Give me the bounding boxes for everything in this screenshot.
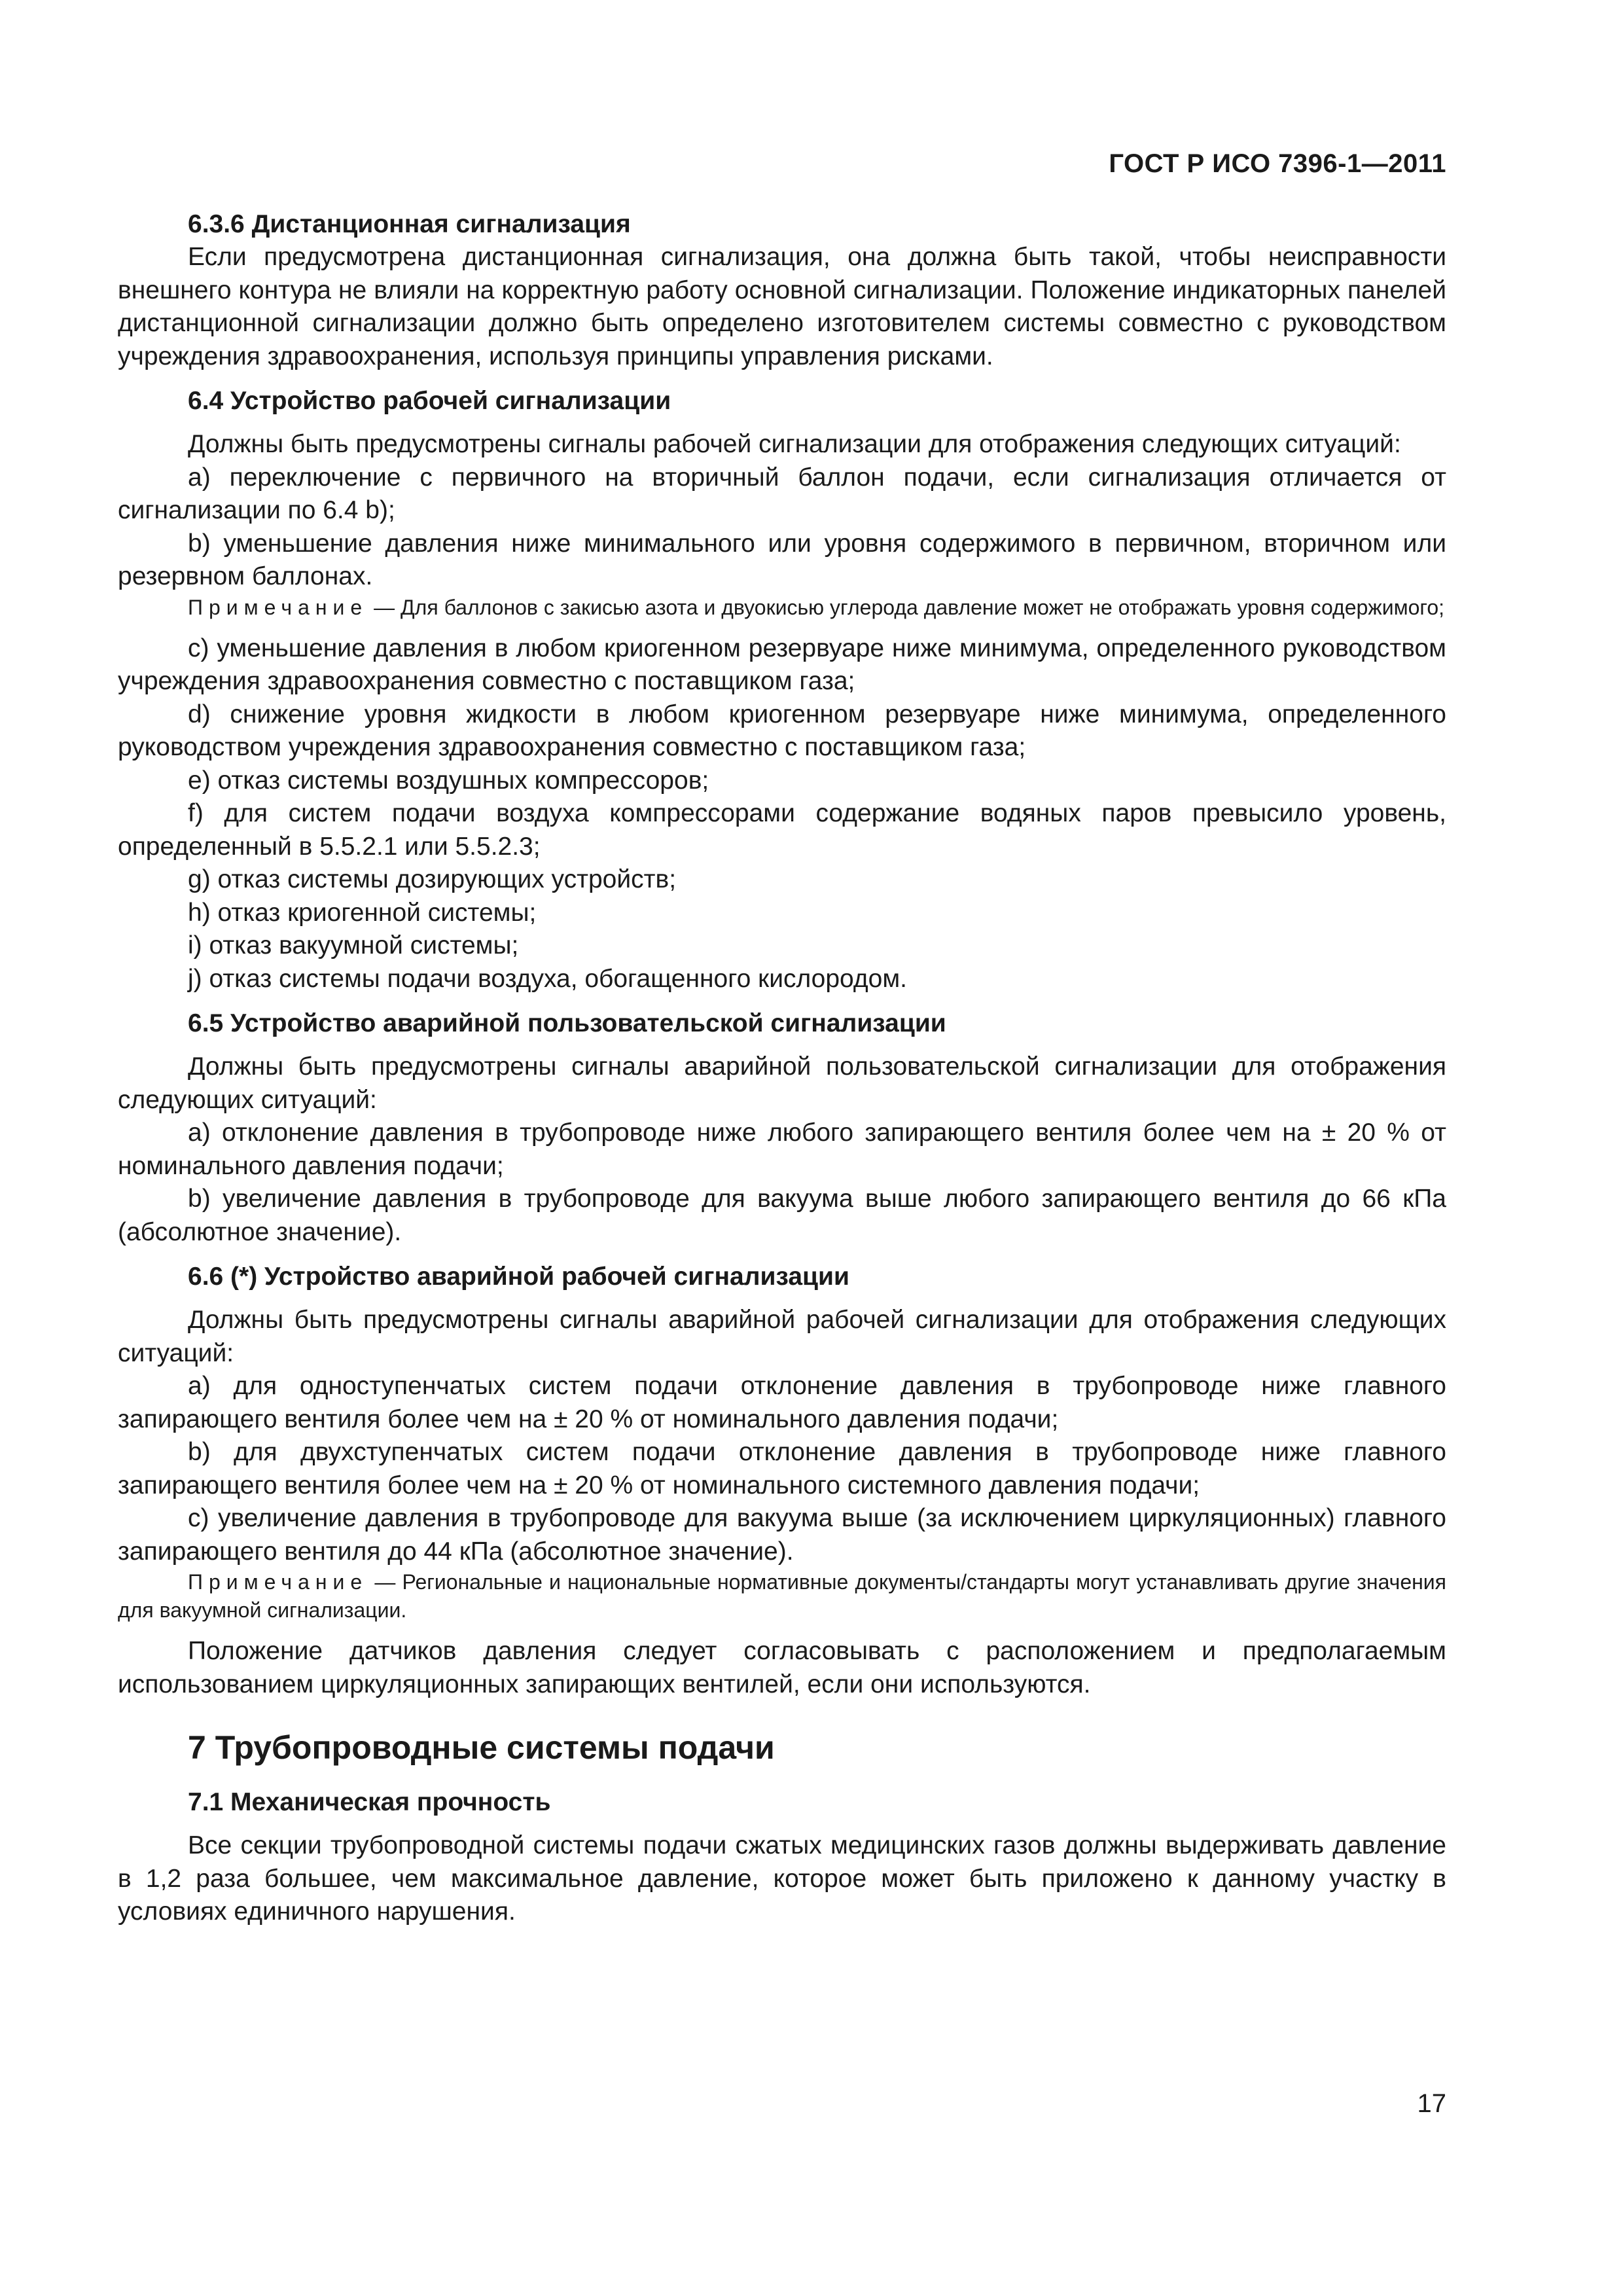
list-item-b: b) для двухступенчатых систем подачи отклонение давления в трубопроводе ниже главного запирающего вентиля более чем на ± 20 % от номинального системного давления подачи; — [118, 1438, 1446, 1499]
note — [118, 594, 1446, 622]
section-heading-6-3-6: 6.3.6 Дистанционная сигнализация — [188, 210, 631, 238]
list-item-c: c) уменьшение давления в любом криогенном резервуаре ниже минимума, определенного руководством учреждения здравоохранения совместно с поставщиком газа; — [118, 634, 1446, 695]
document-body — [118, 208, 1446, 1929]
list-item-a: a) для одноступенчатых систем подачи отклонение давления в трубопроводе ниже главного запирающего вентиля более чем на ± 20 % от номинального давления подачи; — [118, 1372, 1446, 1433]
paragraph-closing: Положение датчиков давления следует согласовывать с расположением и предполагаемым использованием циркуляционных запирающих вентилей, если они используются. — [118, 1637, 1446, 1698]
list-item-a: a) переключение с первичного на вторичный баллон подачи, если сигнализация отличается от сигнализации по 6.4 b); — [118, 463, 1446, 524]
paragraph-intro: Должны быть предусмотрены сигналы рабочей сигнализации для отображения следующих ситуаций: — [188, 430, 1401, 458]
paragraph: Если предусмотрена дистанционная сигнализация, она должна быть такой, чтобы неисправности внешнего контура не влияли на корректную работу основной сигнализации. Положение индикаторных панелей дистанционной сигнализации должно быть определено изготовителем системы совместно с руководством учреждения здравоохранения, используя принципы управления рисками. — [118, 243, 1446, 370]
list-item-d: d) снижение уровня жидкости в любом криогенном резервуаре ниже минимума, определенного руководством учреждения здравоохранения совместно с поставщиком газа; — [118, 700, 1446, 761]
list-item-h: h) отказ криогенной системы; — [188, 898, 537, 927]
section-heading-7-1: 7.1 Механическая прочность — [188, 1788, 551, 1816]
list-item-f: f) для систем подачи воздуха компрессорами содержание водяных паров превысило уровень, определенный в 5.5.2.1 или 5.5.2.3; — [118, 799, 1446, 861]
list-item-a: a) отклонение давления в трубопроводе ниже любого запирающего вентиля более чем на ± 20 % от номинального давления подачи; — [118, 1119, 1446, 1180]
document-header-id: ГОСТ Р ИСО 7396-1—2011 — [1109, 149, 1446, 178]
list-item-e: e) отказ системы воздушных компрессоров; — [188, 766, 709, 795]
note-label: Примечание — [188, 1570, 368, 1594]
list-item-b: b) уменьшение давления ниже минимального или уровня содержимого в первичном, вторичном или резервном баллонах. — [118, 529, 1446, 590]
note — [118, 1568, 1446, 1624]
list-item-b: b) увеличение давления в трубопроводе для вакуума выше любого запирающего вентиля до 66 кПа (абсолютное значение). — [118, 1185, 1446, 1246]
list-item-c: c) увеличение давления в трубопроводе для вакуума выше (за исключением циркуляционных) главного запирающего вентиля до 44 кПа (абсолютное значение). — [118, 1504, 1446, 1566]
chapter-heading-7: 7 Трубопроводные системы подачи — [188, 1729, 775, 1766]
list-item-g: g) отказ системы дозирующих устройств; — [188, 865, 677, 893]
paragraph-intro: Должны быть предусмотрены сигналы аварийной пользовательской сигнализации для отображения следующих ситуаций: — [118, 1052, 1446, 1114]
section-heading-6-5: 6.5 Устройство аварийной пользовательской сигнализации — [188, 1009, 946, 1037]
page-number: 17 — [1417, 2089, 1446, 2118]
note-text: — Для баллонов с закисью азота и двуокисью углерода давление может не отображать уровня содержимого; — [368, 595, 1445, 619]
section-heading-6-6: 6.6 (*) Устройство аварийной рабочей сигнализации — [188, 1263, 849, 1291]
note-text: — Региональные и национальные нормативные документы/стандарты могут устанавливать другие значения для вакуумной сигнализации. — [118, 1570, 1446, 1622]
paragraph-intro: Должны быть предусмотрены сигналы аварийной рабочей сигнализации для отображения следующих ситуаций: — [118, 1306, 1446, 1367]
section-heading-6-4: 6.4 Устройство рабочей сигнализации — [188, 387, 671, 415]
list-item-j: j) отказ системы подачи воздуха, обогащенного кислородом. — [188, 964, 907, 993]
list-item-i: i) отказ вакуумной системы; — [188, 931, 519, 960]
paragraph: Все секции трубопроводной системы подачи сжатых медицинских газов должны выдерживать давление в 1,2 раза большее, чем максимальное давление, которое может быть приложено к данному участку в условиях единичного нарушения. — [118, 1831, 1446, 1926]
note-label: Примечание — [188, 595, 368, 619]
